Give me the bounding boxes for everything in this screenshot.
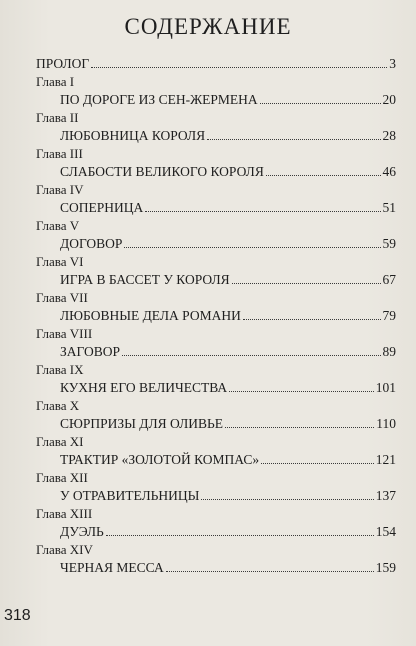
toc-entry-title: КУХНЯ ЕГО ВЕЛИЧЕСТВА: [60, 380, 228, 395]
toc-entry-title: ЛЮБОВНИЦА КОРОЛЯ: [60, 128, 206, 143]
dot-leader: [106, 535, 374, 536]
chapter-label: Глава X: [36, 398, 80, 413]
chapter-label: Глава XIII: [36, 506, 93, 521]
toc-entry: [36, 361, 396, 397]
dot-leader: [166, 571, 374, 572]
toc-page-number: 159: [375, 560, 396, 575]
toc-page-number: 67: [382, 272, 396, 287]
dot-leader: [201, 499, 373, 500]
toc-entry: [36, 397, 396, 433]
toc-entry-title: ЗАГОВОР: [60, 344, 120, 359]
chapter-label: Глава V: [36, 218, 80, 233]
toc-page-number: 59: [382, 236, 396, 251]
toc-line: [60, 558, 396, 577]
chapter-label: Глава XI: [36, 434, 84, 449]
chapter-label: Глава VI: [36, 254, 84, 269]
chapter-label: Глава II: [36, 110, 79, 125]
toc-entry: [36, 505, 396, 541]
toc-entry-title: ТРАКТИР «ЗОЛОТОЙ КОМПАС»: [60, 452, 260, 467]
toc-entry-title: У ОТРАВИТЕЛЬНИЦЫ: [60, 488, 200, 503]
chapter-label: Глава XIV: [36, 542, 93, 557]
toc-line: [60, 234, 396, 253]
toc-line: [60, 450, 396, 469]
chapter-label: Глава IV: [36, 182, 84, 197]
toc-entry: [36, 433, 396, 469]
dot-leader: [260, 103, 381, 104]
toc-entry: [36, 289, 396, 325]
toc-page-number: 137: [375, 488, 396, 503]
toc-entry-prologue: [36, 54, 396, 73]
toc-entry-title: ПРОЛОГ: [36, 56, 90, 71]
toc-entry: [36, 73, 396, 109]
toc-line: [60, 126, 396, 145]
toc-page-number: 46: [382, 164, 396, 179]
toc-entry-title: ЧЕРНАЯ МЕССА: [60, 560, 164, 575]
toc-entry: [36, 145, 396, 181]
toc-page-number: 121: [375, 452, 396, 467]
toc-entry: [36, 181, 396, 217]
toc-entry-title: ДУЭЛЬ: [60, 524, 104, 539]
dot-leader: [124, 247, 380, 248]
toc-entry-title: ИГРА В БАССЕТ У КОРОЛЯ: [60, 272, 230, 287]
toc-page-number: 89: [382, 344, 396, 359]
chapter-label: Глава XII: [36, 470, 88, 485]
toc-line: [60, 306, 396, 325]
toc-page-number: 79: [382, 308, 396, 323]
toc-line: [60, 486, 396, 505]
page-title: СОДЕРЖАНИЕ: [124, 14, 292, 39]
dot-leader: [266, 175, 381, 176]
toc-line: [36, 54, 396, 73]
toc-entry: [36, 541, 396, 577]
dot-leader: [229, 391, 374, 392]
toc-entry: [36, 325, 396, 361]
toc-entry-title: ПО ДОРОГЕ ИЗ СЕН-ЖЕРМЕНА: [60, 92, 258, 107]
chapter-label: Глава I: [36, 74, 75, 89]
toc-page-number: 154: [375, 524, 396, 539]
toc-page-number: 51: [382, 200, 396, 215]
toc-line: [60, 270, 396, 289]
dot-leader: [91, 67, 387, 68]
toc-entry-title: СЮРПРИЗЫ ДЛЯ ОЛИВЬЕ: [60, 416, 224, 431]
page-number-folio: 318: [4, 607, 31, 624]
toc-line: [60, 342, 396, 361]
dot-leader: [232, 283, 381, 284]
toc-line: [60, 378, 396, 397]
toc-entry-title: ЛЮБОВНЫЕ ДЕЛА РОМАНИ: [60, 308, 241, 323]
dot-leader: [207, 139, 380, 140]
toc-entry: [36, 217, 396, 253]
toc-line: [60, 414, 396, 433]
toc-line: [60, 198, 396, 217]
toc-page-number: 28: [382, 128, 396, 143]
toc-page-number: 110: [376, 416, 396, 431]
dot-leader: [243, 319, 381, 320]
chapter-label: Глава III: [36, 146, 83, 161]
toc-entry: [36, 253, 396, 289]
dot-leader: [261, 463, 374, 464]
dot-leader: [225, 427, 374, 428]
toc-line: [60, 162, 396, 181]
toc-line: [60, 90, 396, 109]
toc-entry-title: СОПЕРНИЦА: [60, 200, 144, 215]
dot-leader: [122, 355, 381, 356]
toc-page-number: 3: [389, 56, 396, 71]
toc-line: [60, 522, 396, 541]
chapter-label: Глава VII: [36, 290, 88, 305]
toc-entry-title: ДОГОВОР: [60, 236, 123, 251]
dot-leader: [145, 211, 380, 212]
toc-entry-title: СЛАБОСТИ ВЕЛИКОГО КОРОЛЯ: [60, 164, 264, 179]
toc-entry: [36, 469, 396, 505]
toc-page-number: 101: [375, 380, 396, 395]
table-of-contents: [36, 54, 396, 577]
toc-page-number: 20: [382, 92, 396, 107]
toc-entry: [36, 109, 396, 145]
chapter-label: Глава VIII: [36, 326, 93, 341]
chapter-label: Глава IX: [36, 362, 84, 377]
